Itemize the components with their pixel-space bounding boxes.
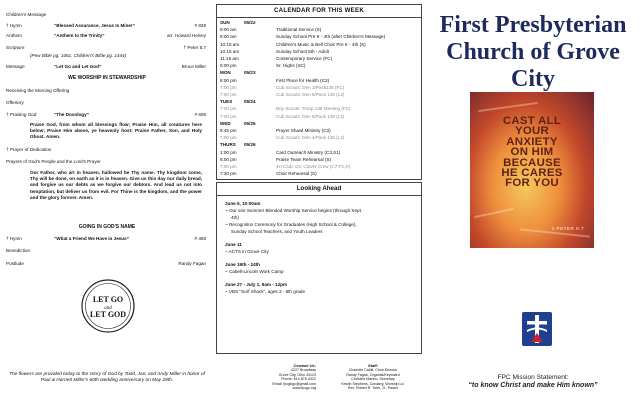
calendar-event-time: 7:00 pm	[220, 164, 237, 169]
mission-text: “to know Christ and make Him known”	[468, 382, 598, 389]
lords-prayer-text: Our Father, who art in heaven, hallowed be Thy name. Thy kingdom come, Thy will be done, on earth as it is in heaven. Give us this day our daily bread, and forgive us our debts as we forgive our debtors. And lead us not into temptation, but deliver us from evil. For Thine is the kingdom, and the power and the glory forever. Amen.	[30, 170, 202, 200]
calendar-day-name: MON	[220, 70, 231, 76]
looking-ahead-item: ~ ACTS in Grove City	[225, 249, 269, 254]
church-title-line1: First Presbyterian	[439, 12, 627, 38]
looking-ahead-item: Sunday School Teachers, and Youth Leaders	[231, 229, 323, 234]
looking-ahead-date: June 19th - 24th	[225, 262, 260, 267]
offertory: Offertory	[6, 100, 24, 105]
calendar-event-time: 7:30 pm	[220, 171, 237, 177]
logo-line2: and	[104, 306, 112, 311]
looking-ahead-date: June 5, 10:00am	[225, 201, 261, 206]
looking-ahead-item: 4th)	[231, 215, 239, 220]
childrens-message-label: Children's Message	[6, 12, 47, 17]
calendar-event-name: Sunday School Pre K - 4th (after Children's Message)	[276, 34, 386, 40]
calendar-event-time: 7:00 pm	[220, 84, 237, 90]
art-verse-line: HE CARES	[501, 167, 563, 180]
order-of-worship-column	[0, 0, 212, 414]
calendar-event-name: Card Outreach Ministry (C3,S1)	[276, 149, 341, 155]
message-title: “Let Go and Let God”	[54, 64, 102, 69]
staff-line: Randy Fagan, Organist/Keyboard	[346, 372, 400, 377]
church-title-line2: Church of Grove City	[446, 39, 620, 92]
calendar-event-time: 10:15 am	[220, 48, 240, 54]
logo-line1: LET GO	[92, 295, 124, 304]
art-verse-line: YOUR	[514, 125, 550, 138]
art-verse-line: BECAUSE	[503, 156, 561, 169]
calendar-day-name: SUN	[220, 20, 230, 25]
hymn-1-title: “Blessed Assurance, Jesus Is Mine!”	[54, 23, 135, 28]
calendar-event-name: Choir Rehearsal (S)	[276, 171, 317, 177]
hymn-2-title: “What a Friend We Have in Jesus”	[54, 236, 129, 241]
art-texture	[474, 208, 514, 218]
looking-ahead-date: June 11	[225, 242, 242, 247]
pew-bible-note: (Pew Bible pg. 1061, Children's Bible pg. 1444)	[30, 53, 127, 58]
mission-statement	[430, 374, 636, 390]
prayers-of-people: Prayers of God's People and the Lord's Prayer	[6, 159, 101, 164]
calendar-event-name: Boy Scouts: Troop 136 Meeting (FC)	[276, 106, 351, 112]
hymn-2-number: # 465	[194, 236, 206, 241]
looking-ahead-title: Looking Ahead	[217, 183, 421, 196]
scripture-label: Scripture	[6, 45, 25, 50]
calendar-event-time: 10:15 am	[220, 41, 240, 47]
logo-line3: LET GOD	[89, 310, 127, 319]
calendar-event-name: Sunday School 5th - Adult	[276, 48, 329, 54]
calendar-event-time: 9:00 am	[220, 34, 237, 40]
contact-heading: Contact Us:	[293, 363, 316, 368]
seal-cross-horizontal	[527, 321, 547, 325]
art-verse-line: ANXIETY	[506, 135, 558, 148]
calendar-event-name: Contemporary Service (FC)	[276, 56, 333, 61]
staff-line: Christine Marino, Secretary	[351, 377, 395, 382]
doxology-text: Praise God, from whom all blessings flow; Praise Him, all creatures here below; Praise Him above, ye heavenly host; Praise Father, Son, and Holy Ghost. Amen.	[30, 122, 202, 140]
calendar-day-date: 05/26	[244, 142, 256, 148]
staff-heading: Staff:	[367, 363, 379, 368]
calendar-day-name: TUES	[220, 99, 233, 105]
looking-ahead-item: ~ Recognition Ceremony for Graduates (High School & College),	[225, 222, 357, 227]
church-title	[434, 12, 632, 93]
calendar-title: CALENDAR FOR THIS WEEK	[217, 5, 421, 18]
calendar-event-time: 6:00 pm	[220, 77, 237, 83]
benediction: Benediction	[6, 248, 31, 253]
staff-line: Rev. Robert R. Toler, Jr., Pastor	[347, 386, 399, 391]
looking-ahead-item: ~ VBS "Surf Shack", ages 3 - 6th grade	[225, 289, 305, 294]
calendar-event-name: Traditional Service (S)	[276, 27, 322, 33]
calendar-day-date: 05/24	[244, 99, 256, 105]
calendar-event-name: Children's Music & Bell Choir Pre K - 4th (S)	[276, 41, 366, 47]
let-go-let-god-logo	[80, 278, 136, 334]
calendar-event-name: Praise Team Rehearsal (S)	[276, 156, 332, 162]
contact-line: Phone: 614-875-4322	[281, 377, 316, 382]
art-verse-line: FOR YOU	[505, 177, 559, 190]
receiving-offering: Receiving the Morning Offering	[6, 88, 70, 93]
stewardship-heading: WE WORSHIP IN STEWARDSHIP	[68, 75, 146, 81]
calendar-event-name: Sr. Highs (SC)	[276, 63, 306, 69]
cover-column	[426, 0, 640, 414]
looking-ahead-item: ~ Our one Summer Blended Worship Service begins (through Sept.	[225, 208, 363, 213]
hymn-2-label: † Hymn	[6, 236, 22, 241]
message-label: Message	[6, 64, 25, 69]
postlude-musician: Randy Fagan	[178, 261, 206, 266]
calendar-event-time: 11:15 am	[220, 56, 239, 61]
anthem-arranger: arr. Howard Helvey	[166, 33, 206, 38]
staff-line: Charlotte Cahill, Choir Director	[348, 368, 398, 373]
calendar-day-name: THURS	[220, 142, 236, 148]
contact-line: Grove City, Ohio 43123	[278, 372, 316, 377]
postlude-label: Postlude	[6, 261, 24, 266]
art-texture	[478, 102, 538, 112]
hymn-1-number: # 839	[194, 23, 206, 28]
calendar-day-date: 05/23	[244, 70, 256, 76]
calendar-event-time: 9:00 am	[220, 27, 237, 33]
calendar-event-time: 6:00 pm	[220, 156, 237, 162]
going-heading: GOING IN GOD'S NAME	[78, 224, 136, 230]
calendar-event-time: 6:00 pm	[220, 63, 237, 69]
looking-ahead-box	[216, 182, 422, 354]
calendar-event-time: 6:45 pm	[220, 128, 237, 133]
art-verse-line: ON HIM	[510, 146, 554, 159]
anthem-label: Anthem	[6, 33, 22, 38]
anthem-title: “Anthem to the Trinity”	[54, 33, 105, 38]
doxology-number: # 606	[194, 112, 206, 117]
prayer-of-dedication: † Prayer of Dedication	[6, 147, 52, 152]
presbyterian-seal-icon	[522, 312, 552, 346]
scripture-artwork	[470, 92, 594, 248]
mission-heading: FPC Mission Statement:	[497, 374, 569, 381]
calendar-event-time: 7:00 pm	[220, 135, 237, 141]
calendar-event-name: Cub Scouts: Den 2/Pack136 (FC)	[276, 84, 345, 90]
scripture-reference: † Peter 5:7	[183, 45, 206, 50]
message-speaker: Bruce Miller	[181, 64, 206, 69]
hymn-1-label: † Hymn	[6, 23, 22, 28]
looking-ahead-date: June 27 - July 1, 9am - 12pm	[225, 282, 288, 287]
calendar-event-time: 7:00 pm	[220, 113, 237, 119]
art-verse-text	[470, 116, 594, 189]
praising-god-label: † Praising God	[6, 112, 37, 117]
flowers-dedication: The flowers are provided today to the Glory of God by Todd, Jan, and Andy Miller in honor of Paul & Harriett Miller's 60th wedding anniversary on May 28th.	[9, 372, 205, 384]
calendar-day-date: 05/22	[244, 20, 256, 25]
staff-line: Kristin Stephens, Cordarry, Worship Ld.	[341, 381, 405, 386]
contact-website[interactable]: www.fpcgc.org	[292, 386, 316, 391]
looking-ahead-item: ~ Cabell-Lincoln Work Camp	[225, 269, 284, 274]
art-verse-line: CAST ALL	[502, 115, 562, 127]
calendar-event-time: 7:00 pm	[220, 92, 237, 97]
calendar-event-name: First Place for Health (C3)	[276, 77, 330, 83]
art-verse-reference: 1 PETER 5:7	[551, 226, 584, 231]
calendar-day-name: WED	[220, 120, 231, 126]
calendar-column	[212, 0, 426, 414]
contact-line: 4227 Broadway	[291, 368, 316, 373]
calendar-event-name: Cub Scouts: Den 8/Pack 136 (L2)	[276, 113, 345, 119]
contact-block	[216, 364, 316, 390]
calendar-event-name: Cub Scouts: Den 6/Pack 136 (L2)	[276, 92, 345, 97]
calendar-event-name: Prayer Shawl Ministry (C3)	[276, 128, 331, 133]
calendar-box	[216, 4, 422, 180]
doxology-title: “The Doxology”	[54, 112, 89, 117]
calendar-event-name: 4H Club: GC Clover Crew (C7,FC,K)	[276, 164, 351, 169]
calendar-event-time: 1:00 pm	[220, 149, 237, 155]
calendar-event-name: Cub Scouts: Den 4/Pack 136 (L2)	[276, 135, 345, 141]
calendar-event-time: 7:00 pm	[220, 106, 237, 112]
staff-block	[324, 364, 422, 390]
contact-email[interactable]: Email: fpcgbgc@gmail.com	[272, 381, 316, 386]
calendar-day-date: 05/25	[244, 120, 256, 126]
